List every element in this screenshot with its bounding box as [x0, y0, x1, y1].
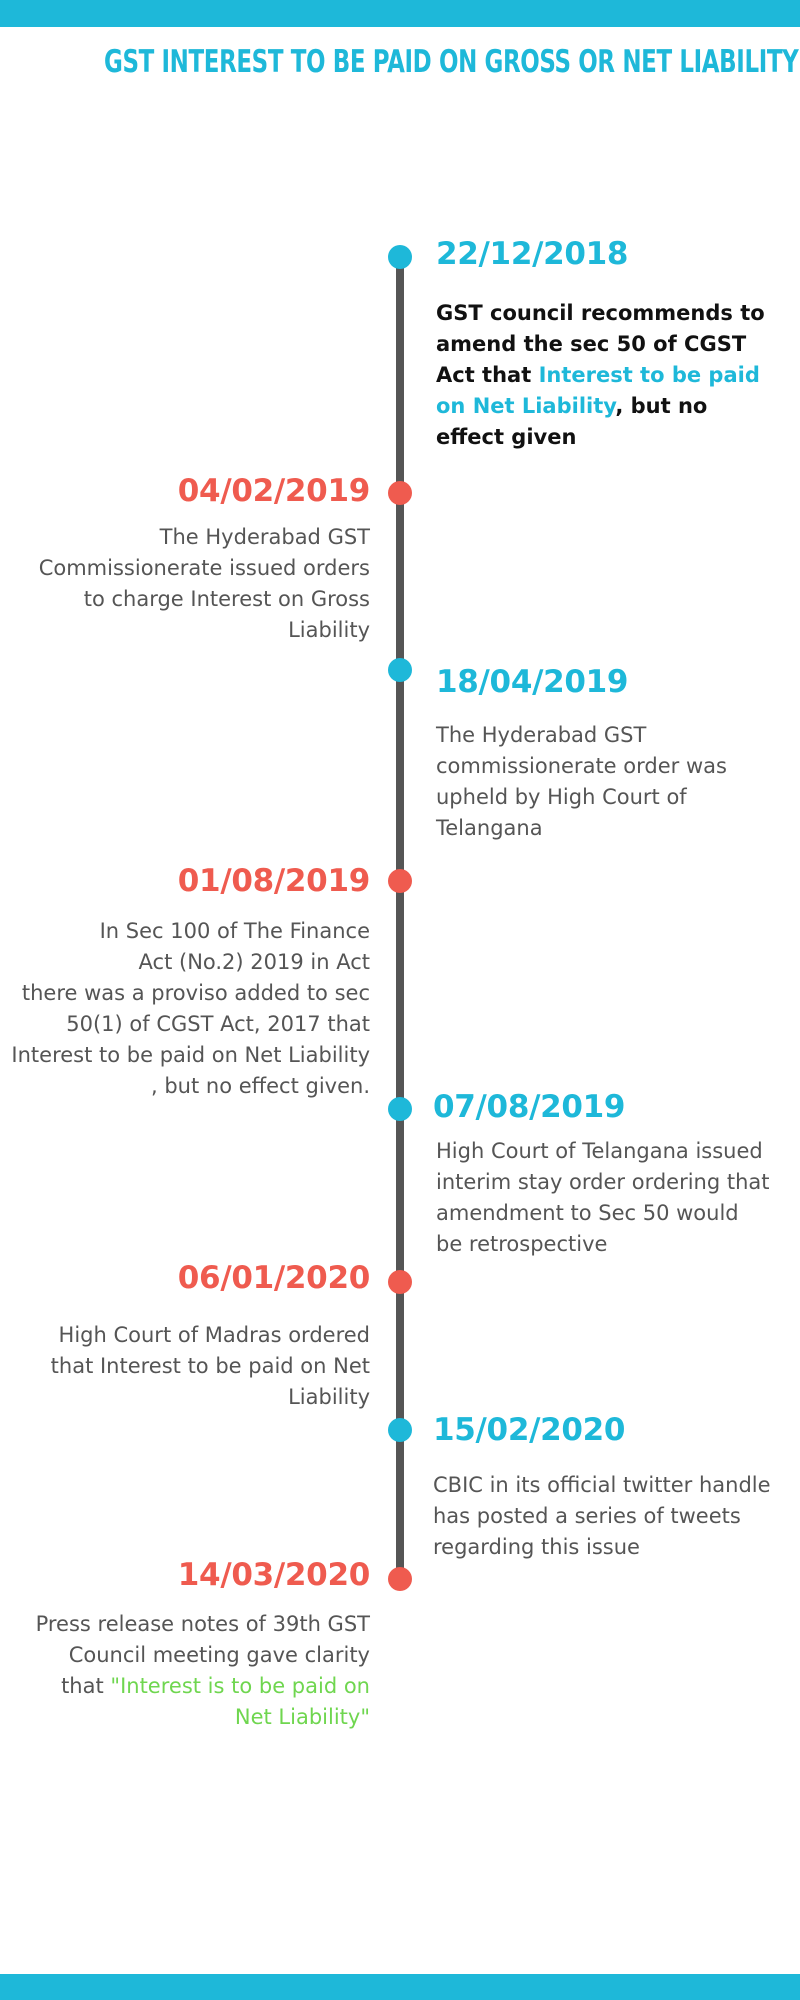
event-date: 06/01/2020 — [177, 1260, 370, 1296]
event-date: 01/08/2019 — [177, 863, 370, 899]
event-text: In Sec 100 of The Finance Act (No.2) 2019 in Act — [99, 919, 370, 974]
event-description — [10, 916, 370, 1102]
timeline-axis — [396, 256, 404, 1580]
event-highlight: "Interest is to be paid on Net Liability" — [110, 1674, 370, 1729]
event-text: Press release notes of 39th GST Council meeting gave clarity that — [35, 1612, 370, 1698]
event-date: 15/02/2020 — [433, 1412, 626, 1448]
event-description — [436, 298, 781, 453]
timeline-dot — [388, 1418, 412, 1442]
event-description: The Hyderabad GST Commissionerate issued orders to charge Interest on Gross Liability — [38, 525, 370, 642]
bottom-banner-bar — [0, 1974, 800, 2000]
timeline-dot — [388, 245, 412, 269]
event-date: 14/03/2020 — [177, 1557, 370, 1593]
event-date: 04/02/2019 — [177, 473, 370, 509]
timeline-dot — [388, 1270, 412, 1294]
top-banner-bar — [0, 0, 800, 27]
timeline-dot — [388, 1567, 412, 1591]
timeline-dot — [388, 869, 412, 893]
timeline-dot — [388, 1097, 412, 1121]
event-text: there was a proviso added to sec 50(1) of CGST Act, 2017 that Interest to be paid on Net Liability , but no effect given. — [11, 981, 370, 1098]
event-description: The Hyderabad GST commissionerate order was upheld by High Court of Telangana — [436, 723, 727, 840]
event-description: High Court of Telangana issued interim stay order ordering that amendment to Sec 50 would be retrospective — [436, 1139, 770, 1256]
event-highlight: Interest to be paid on Net Liability — [436, 363, 760, 418]
event-description — [25, 1609, 370, 1733]
event-description: High Court of Madras ordered that Interest to be paid on Net Liability — [50, 1323, 370, 1409]
event-text: GST council recommends to amend the sec 50 of CGST Act that — [436, 301, 765, 387]
timeline-dot — [388, 481, 412, 505]
event-text: , but no effect given — [436, 394, 708, 449]
event-date: 07/08/2019 — [433, 1089, 626, 1125]
event-description: CBIC in its official twitter handle has posted a series of tweets regarding this issue — [433, 1473, 771, 1559]
event-date: 22/12/2018 — [436, 236, 629, 272]
page-title: GST INTEREST TO BE PAID ON GROSS OR NET LIABILITY — [104, 44, 799, 80]
event-date: 18/04/2019 — [436, 664, 629, 700]
timeline-dot — [388, 658, 412, 682]
